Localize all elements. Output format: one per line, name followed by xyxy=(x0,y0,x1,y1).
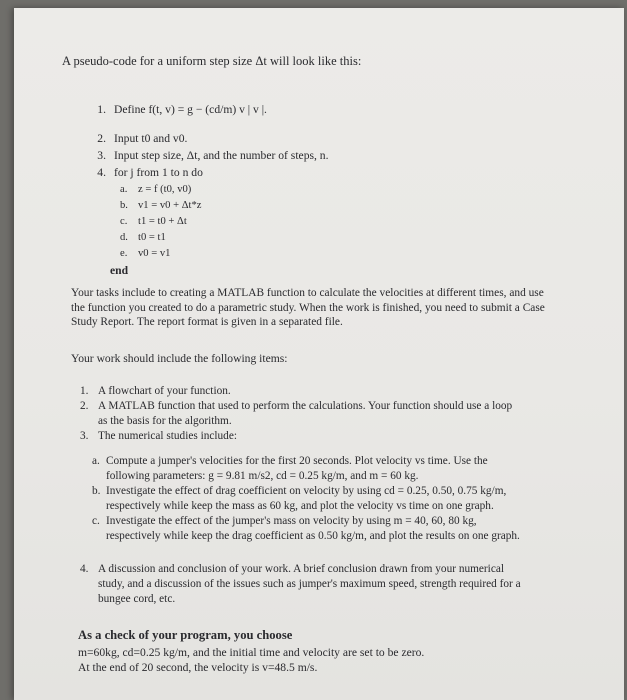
check-title: As a check of your program, you choose xyxy=(78,628,293,642)
step-number: 1. xyxy=(97,103,106,116)
substep-text: t0 = t1 xyxy=(138,232,166,243)
item-number: 1. xyxy=(80,385,89,397)
substep-label: b. xyxy=(120,200,128,211)
step-text: for j from 1 to n do xyxy=(114,166,203,179)
check-line: m=60kg, cd=0.25 kg/m, and the initial time and velocity are set to be zero. xyxy=(78,646,425,659)
study-text: Compute a jumper's velocities for the first 20 seconds. Plot velocity vs time. Use the xyxy=(106,455,488,467)
document-page xyxy=(14,8,624,700)
study-text: following parameters: g = 9.81 m/s2, cd = 0.25 kg/m, and m = 60 kg. xyxy=(106,470,419,482)
substep-label: a. xyxy=(120,184,128,195)
study-text: Investigate the effect of the jumper's mass on velocity by using m = 40, 60, 80 kg, xyxy=(106,515,477,527)
item-number: 3. xyxy=(80,430,89,442)
study-label: b. xyxy=(92,485,101,497)
substep-text: t1 = t0 + Δt xyxy=(138,216,187,227)
substep-label: c. xyxy=(120,216,128,227)
step-text: Input step size, Δt, and the number of steps, n. xyxy=(114,149,329,162)
check-line: At the end of 20 second, the velocity is v=48.5 m/s. xyxy=(78,661,318,674)
tasks-paragraph: Your tasks include to creating a MATLAB function to calculate the velocities at different times, and use the function you created to do a parametric study. When the work is finished, you need to submit a Case Study Report. The report format is given in a separated file. xyxy=(71,287,545,329)
substep-label: d. xyxy=(120,232,128,243)
study-label: a. xyxy=(92,455,100,467)
substep-label: e. xyxy=(120,248,128,259)
step-text: Define f(t, v) = g − (cd/m) v | v |. xyxy=(114,103,267,116)
item-text: bungee cord, etc. xyxy=(98,593,176,605)
step-number: 3. xyxy=(97,149,106,162)
item-text: A flowchart of your function. xyxy=(98,385,231,397)
study-label: c. xyxy=(92,515,100,527)
item-text: The numerical studies include: xyxy=(98,430,237,442)
intro-text: A pseudo-code for a uniform step size Δt will look like this: xyxy=(62,54,362,68)
substep-text: z = f (t0, v0) xyxy=(138,184,192,195)
study-text: Investigate the effect of drag coefficient on velocity by using cd = 0.25, 0.50, 0.75 kg/m, xyxy=(106,485,507,497)
study-text: respectively while keep the drag coefficient as 0.50 kg/m, and plot the results on one graph. xyxy=(106,530,520,542)
item-text: as the basis for the algorithm. xyxy=(98,415,232,427)
study-text: respectively while keep the mass as 60 kg, and plot the velocity vs time on one graph. xyxy=(106,500,494,512)
item-text: A MATLAB function that used to perform the calculations. Your function should use a loop xyxy=(98,400,513,412)
step-number: 4. xyxy=(97,166,106,179)
item-number: 2. xyxy=(80,400,89,412)
step-text: Input t0 and v0. xyxy=(114,132,188,145)
item-number: 4. xyxy=(80,563,89,575)
item-text: study, and a discussion of the issues such as jumper's maximum speed, strength required for a xyxy=(98,578,521,590)
end-keyword: end xyxy=(110,264,129,277)
item-text: A discussion and conclusion of your work. A brief conclusion drawn from your numerical xyxy=(98,563,504,575)
step-number: 2. xyxy=(97,132,106,145)
substep-text: v0 = v1 xyxy=(138,248,171,259)
substep-text: v1 = v0 + Δt*z xyxy=(138,200,202,211)
items-intro: Your work should include the following items: xyxy=(71,352,288,365)
